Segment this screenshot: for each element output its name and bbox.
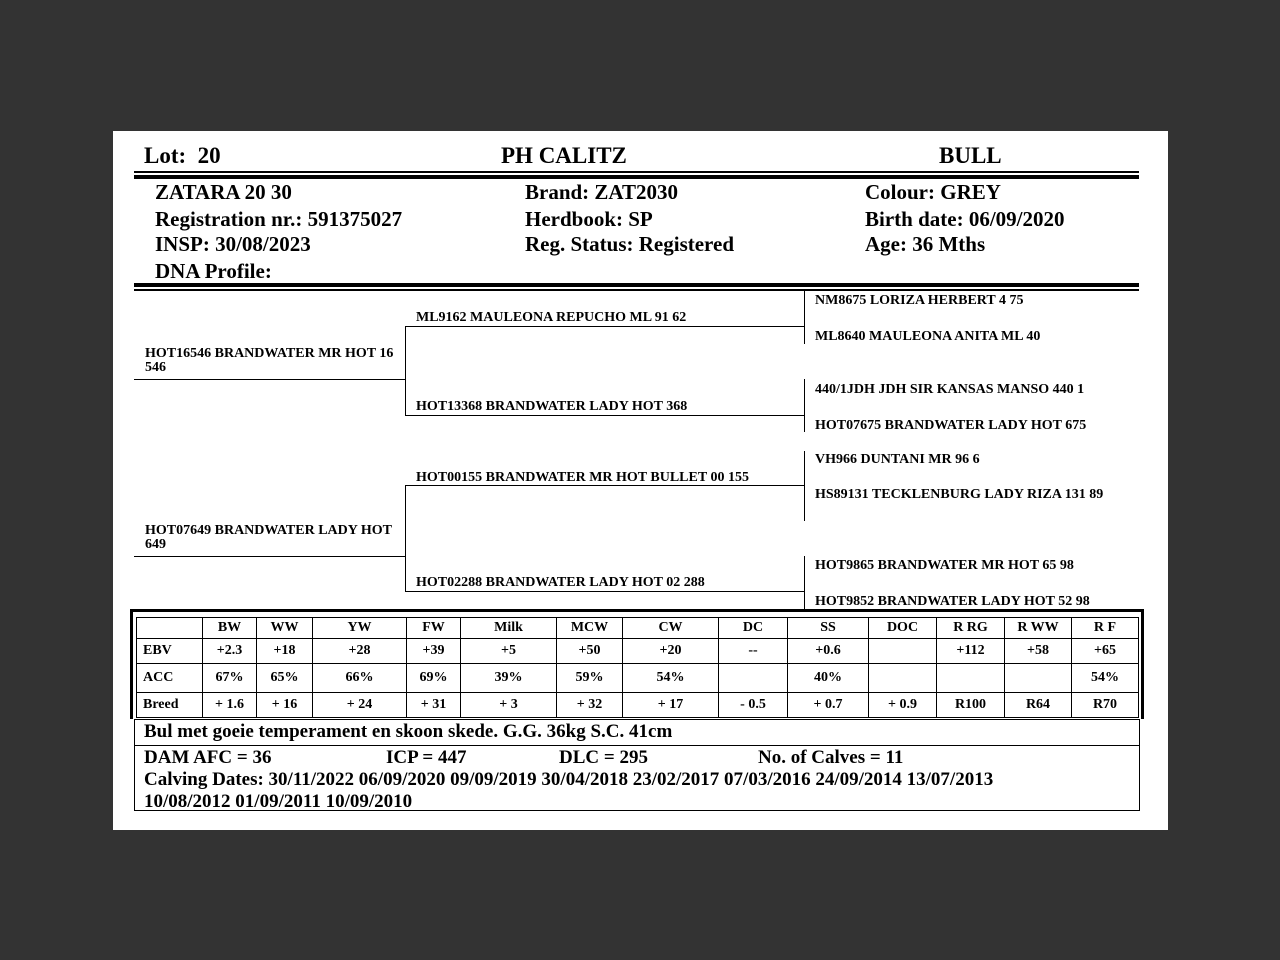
- dam-sire-line: [405, 485, 805, 486]
- ebv-row-breed: [137, 693, 1139, 718]
- table-cell: 40%: [788, 664, 869, 693]
- table-cell: 54%: [1072, 664, 1139, 693]
- pedigree-ggp-8: HOT9852 BRANDWATER LADY HOT 52 98: [815, 594, 1090, 609]
- pedigree-ggp-1: NM8675 LORIZA HERBERT 4 75: [815, 293, 1024, 304]
- table-cell: + 17: [623, 693, 719, 718]
- dam-dlc: DLC = 295: [559, 747, 648, 768]
- sex-label: BULL: [939, 143, 1002, 168]
- header-cell: R RG: [937, 618, 1005, 639]
- ebv-header-row: [137, 618, 1139, 639]
- header-rule-thin: [134, 171, 1139, 173]
- table-cell: --: [719, 639, 788, 664]
- table-cell: [869, 664, 937, 693]
- table-cell: + 24: [313, 693, 407, 718]
- pedigree-dam-dam: HOT02288 BRANDWATER LADY HOT 02 288: [416, 575, 705, 590]
- row-label: Breed: [137, 693, 203, 718]
- table-cell: R70: [1072, 693, 1139, 718]
- pedigree-ggp-7: HOT9865 BRANDWATER MR HOT 65 98: [815, 558, 1074, 573]
- header-cell: WW: [257, 618, 313, 639]
- lot-card: [113, 131, 1168, 830]
- animal-name: ZATARA 20 30: [155, 180, 292, 204]
- pedigree-ggp-5: VH966 DUNTANI MR 96 6: [815, 452, 980, 467]
- row-label: EBV: [137, 639, 203, 664]
- dna-profile: DNA Profile:: [155, 259, 272, 283]
- sire-branch: [405, 326, 406, 416]
- header-rule-thick: [134, 175, 1139, 179]
- table-cell: + 32: [557, 693, 623, 718]
- registration-number: Registration nr.: 591375027: [155, 207, 403, 231]
- table-cell: +50: [557, 639, 623, 664]
- table-cell: +58: [1005, 639, 1072, 664]
- ss-branch: [804, 290, 805, 344]
- herdbook: Herdbook: SP: [525, 207, 653, 231]
- table-cell: - 0.5: [719, 693, 788, 718]
- header-cell: R F: [1072, 618, 1139, 639]
- ds-branch: [804, 451, 805, 521]
- header-cell: CW: [623, 618, 719, 639]
- table-cell: +5: [461, 639, 557, 664]
- table-cell: R100: [937, 693, 1005, 718]
- pedigree-ggp-6: HS89131 TECKLENBURG LADY RIZA 131 89: [815, 487, 1104, 502]
- header-cell: BW: [203, 618, 257, 639]
- table-cell: + 31: [407, 693, 461, 718]
- registration-status: Reg. Status: Registered: [525, 232, 734, 256]
- table-cell: 59%: [557, 664, 623, 693]
- table-cell: +112: [937, 639, 1005, 664]
- sire-sire-line: [405, 326, 805, 327]
- breeder-name: PH CALITZ: [501, 143, 627, 168]
- sire-dam-line: [405, 415, 805, 416]
- header-cell: YW: [313, 618, 407, 639]
- lot-label-text: Lot:: [144, 143, 187, 168]
- table-cell: +2.3: [203, 639, 257, 664]
- sd-branch: [804, 379, 805, 432]
- table-cell: 54%: [623, 664, 719, 693]
- info-rule-thick: [134, 283, 1139, 287]
- pedigree-sire-sire: ML9162 MAULEONA REPUCHO ML 91 62: [416, 310, 687, 325]
- dd-branch: [804, 556, 805, 611]
- pedigree-ggp-4: HOT07675 BRANDWATER LADY HOT 675: [815, 418, 1087, 433]
- header-cell: DC: [719, 618, 788, 639]
- table-cell: + 16: [257, 693, 313, 718]
- table-frame-right: [1141, 609, 1144, 719]
- table-cell: +39: [407, 639, 461, 664]
- calving-dates-line-1: Calving Dates: 30/11/2022 06/09/2020 09/09/2019 30/04/2018 23/02/2017 07/03/2016 24/09/2014 13/07/2013: [144, 769, 994, 790]
- table-cell: +65: [1072, 639, 1139, 664]
- table-cell: 66%: [313, 664, 407, 693]
- dam-line: [134, 556, 406, 557]
- dam-branch: [405, 485, 406, 592]
- table-cell: + 1.6: [203, 693, 257, 718]
- header-cell: [137, 618, 203, 639]
- info-rule-thin: [134, 289, 1139, 291]
- table-cell: 67%: [203, 664, 257, 693]
- table-cell: +20: [623, 639, 719, 664]
- pedigree-ggp-2: ML8640 MAULEONA ANITA ML 40: [815, 329, 1041, 344]
- dam-afc: DAM AFC = 36: [144, 747, 272, 768]
- table-cell: + 0.9: [869, 693, 937, 718]
- sire-line: [134, 379, 406, 380]
- brand: Brand: ZAT2030: [525, 180, 679, 204]
- table-cell: +18: [257, 639, 313, 664]
- header-cell: MCW: [557, 618, 623, 639]
- birth-date: Birth date: 06/09/2020: [865, 207, 1065, 231]
- table-cell: + 0.7: [788, 693, 869, 718]
- dam-calves: No. of Calves = 11: [758, 747, 904, 768]
- dam-dam-line: [405, 591, 805, 592]
- table-cell: +0.6: [788, 639, 869, 664]
- row-label: ACC: [137, 664, 203, 693]
- table-cell: [719, 664, 788, 693]
- dam-icp: ICP = 447: [386, 747, 467, 768]
- table-cell: [1005, 664, 1072, 693]
- pedigree-sire-dam: HOT13368 BRANDWATER LADY HOT 368: [416, 399, 688, 414]
- header-cell: SS: [788, 618, 869, 639]
- header-cell: FW: [407, 618, 461, 639]
- pedigree-dam-sire: HOT00155 BRANDWATER MR HOT BULLET 00 155: [416, 470, 749, 485]
- table-frame-top: [130, 609, 1144, 612]
- pedigree-ggp-3: 440/1JDH JDH SIR KANSAS MANSO 440 1: [815, 382, 1085, 397]
- header-cell: Milk: [461, 618, 557, 639]
- table-cell: 65%: [257, 664, 313, 693]
- table-cell: 69%: [407, 664, 461, 693]
- lot-number: 20: [197, 143, 221, 168]
- colour: Colour: GREY: [865, 180, 1001, 204]
- ebv-row-acc: [137, 664, 1139, 693]
- table-cell: +28: [313, 639, 407, 664]
- ebv-row-ebv: [137, 639, 1139, 664]
- remark-text: Bul met goeie temperament en skoon skede. G.G. 36kg S.C. 41cm: [144, 721, 673, 742]
- header-cell: DOC: [869, 618, 937, 639]
- table-cell: 39%: [461, 664, 557, 693]
- table-cell: R64: [1005, 693, 1072, 718]
- inspection-date: INSP: 30/08/2023: [155, 232, 311, 256]
- calving-dates-line-2: 10/08/2012 01/09/2011 10/09/2010: [144, 791, 413, 812]
- header-cell: R WW: [1005, 618, 1072, 639]
- lot-label: [144, 144, 221, 167]
- ebv-table: [136, 617, 1139, 718]
- pedigree-dam: HOT07649 BRANDWATER LADY HOT 649: [145, 523, 392, 552]
- table-frame-left: [130, 609, 133, 719]
- age: Age: 36 Mths: [865, 232, 986, 256]
- table-cell: [937, 664, 1005, 693]
- pedigree-sire: HOT16546 BRANDWATER MR HOT 16 546: [145, 346, 394, 375]
- table-cell: [869, 639, 937, 664]
- table-cell: + 3: [461, 693, 557, 718]
